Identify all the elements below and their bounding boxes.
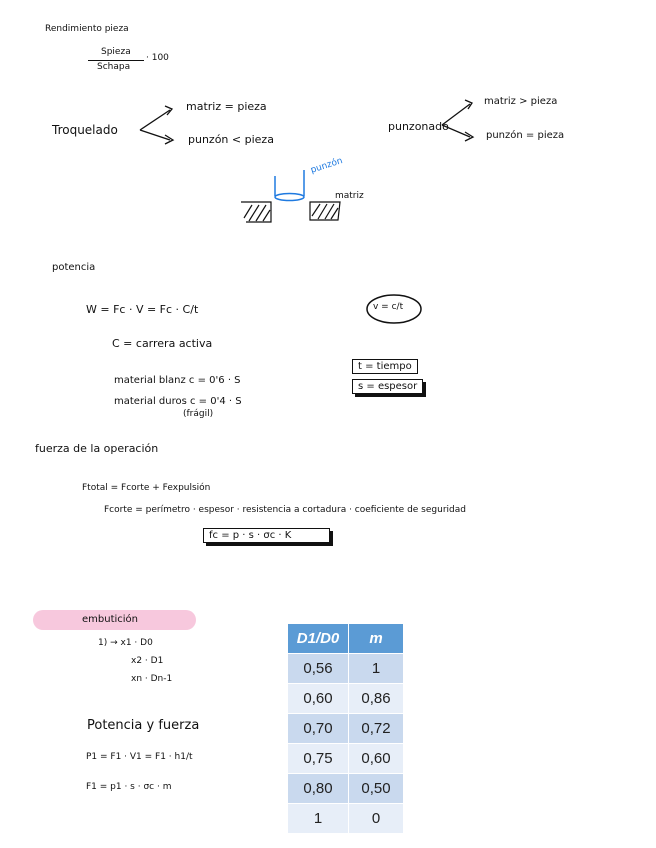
ratio-cell: 0,60	[288, 684, 349, 714]
die-icon	[241, 202, 340, 222]
rendimiento-numerator: Spieza	[101, 47, 131, 57]
troquelado-case-top: matriz = pieza	[186, 100, 267, 113]
punzonado-label: punzonado	[388, 120, 449, 133]
cutting-force-box: fc = p · s · σc · K	[203, 528, 330, 543]
punzonado-case-top: matriz > pieza	[484, 96, 558, 107]
ratio-cell: 1	[288, 804, 349, 834]
punzonado-case-bottom: punzón = pieza	[486, 130, 565, 141]
punch-label: punzón	[309, 156, 344, 176]
punch-icon	[275, 170, 304, 201]
header-ratio: D1/D0	[288, 624, 349, 654]
fuerza-heading: fuerza de la operación	[35, 442, 159, 455]
ratio-cell: 0,75	[288, 744, 349, 774]
m-cell: 0,72	[349, 714, 404, 744]
m-cell: 0,50	[349, 774, 404, 804]
cutting-force-formula: Fcorte = perímetro · espesor · resistencia a cortadura · coeficiente de seguridad	[104, 505, 466, 515]
total-force-formula: Ftotal = Fcorte + Fexpulsión	[82, 483, 211, 493]
rendimiento-multiplier: · 100	[146, 53, 169, 63]
embuticion-step-n: xn · Dn-1	[131, 674, 173, 684]
ratio-cell: 0,80	[288, 774, 349, 804]
troquelado-arrow-icon	[140, 106, 173, 144]
table-row	[288, 684, 404, 714]
rendimiento-denominator: Schapa	[97, 62, 131, 72]
table-row	[288, 774, 404, 804]
die-label: matriz	[335, 191, 364, 201]
troquelado-label: Troquelado	[52, 123, 118, 137]
m-cell: 0,86	[349, 684, 404, 714]
work-formula: W = Fc · V = Fc · C/t	[86, 303, 199, 316]
velocity-formula: v = c/t	[373, 302, 404, 312]
embuticion-step-2: x2 · D1	[131, 656, 164, 666]
troquelado-case-bottom: punzón < pieza	[188, 133, 274, 146]
hard-material-note: (frágil)	[183, 409, 214, 419]
punzonado-arrow-icon	[442, 100, 473, 141]
hard-material-rule: material duros c = 0'4 · S	[114, 396, 242, 407]
table-row	[288, 744, 404, 774]
m-cell: 1	[349, 654, 404, 684]
embuticion-step-1: 1) → x1 · D0	[98, 638, 153, 648]
thickness-definition-box: s = espesor	[352, 379, 423, 394]
rendimiento-title: Rendimiento pieza	[45, 24, 129, 34]
ratio-cell: 0,56	[288, 654, 349, 684]
m-cell: 0,60	[349, 744, 404, 774]
table-row	[288, 654, 404, 684]
force-formula: F1 = p1 · s · σc · m	[86, 782, 172, 792]
power-formula: P1 = F1 · V1 = F1 · h1/t	[86, 752, 193, 762]
potencia-fuerza-heading: Potencia y fuerza	[87, 718, 200, 733]
ratio-m-table	[287, 623, 404, 834]
m-cell: 0	[349, 804, 404, 834]
potencia-heading: potencia	[52, 262, 96, 273]
header-m: m	[349, 624, 404, 654]
ratio-cell: 0,70	[288, 714, 349, 744]
embuticion-heading: embutición	[82, 614, 139, 625]
soft-material-rule: material blanz c = 0'6 · S	[114, 375, 241, 386]
stroke-definition: C = carrera activa	[112, 337, 213, 350]
time-definition-box: t = tiempo	[352, 359, 418, 374]
table-row	[288, 804, 404, 834]
table-row	[288, 714, 404, 744]
